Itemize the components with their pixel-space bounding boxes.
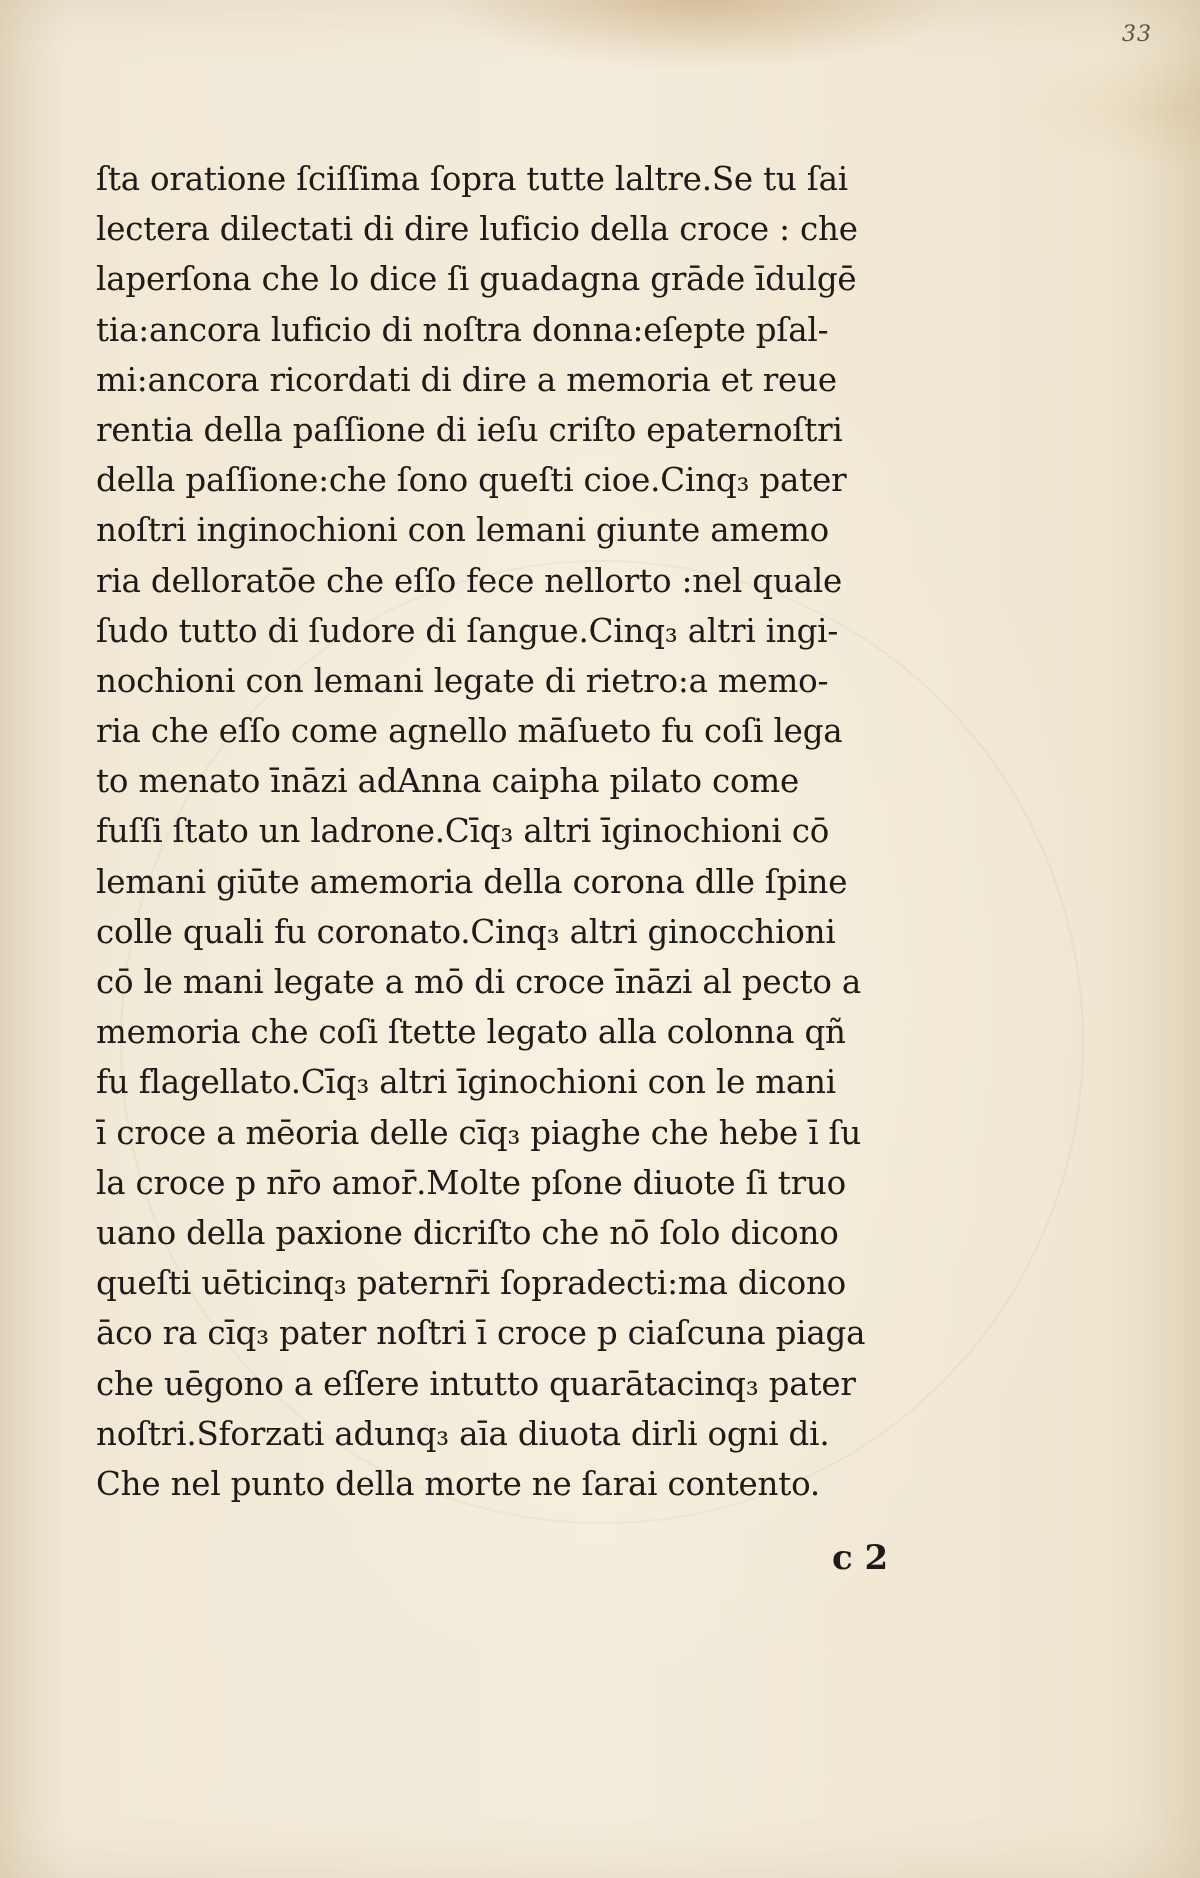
- text-line: ria delloratōe che eſſo fece nellorto :nel quale: [96, 561, 843, 600]
- text-line: Che nel punto della morte ne ſarai contento.: [96, 1464, 821, 1503]
- text-line: tia:ancora luficio di noſtra donna:eſepte pſal-: [96, 310, 829, 349]
- folio-number: 33: [1122, 22, 1152, 47]
- text-line: noſtri inginochioni con lemani giunte amemo: [96, 511, 830, 550]
- text-line: uano della paxione dicriſto che nō ſolo dicono: [96, 1213, 839, 1252]
- text-line: rentia della paſſione di ieſu criſto epaternoſtri: [96, 410, 843, 449]
- text-line: che uēgono a eſſere intutto quarātacinq₃ pater: [96, 1364, 856, 1403]
- text-line: laperſona che lo dice ſi guadagna grāde īdulgē: [96, 260, 857, 299]
- text-line: to menato īnāzi adAnna caipha pilato come: [96, 762, 800, 801]
- text-line: ſta oratione ſciſſima ſopra tutte laltre.Se tu ſai: [96, 160, 848, 198]
- text-line: colle quali fu coronato.Cinq₃ altri ginocchioni: [96, 912, 836, 951]
- text-line: ria che eſſo come agnello māſueto fu coſi lega: [96, 712, 843, 751]
- text-line: āco ra cīq₃ pater noſtri ī croce p ciaſcuna piaga: [96, 1314, 866, 1353]
- text-line: lectera dilectati di dire luficio della croce : che: [96, 210, 858, 249]
- text-line: memoria che coſi ſtette legato alla colonna qñ: [96, 1013, 846, 1052]
- text-line: fuſſi ſtato un ladrone.Cīq₃ altri īginochioni cō: [96, 812, 830, 851]
- text-line: noſtri.Sforzati adunq₃ aīa diuota dirli ogni di.: [96, 1414, 830, 1453]
- text-line: ſudo tutto di ſudore di ſangue.Cinq₃ altri ingi-: [96, 611, 839, 650]
- text-line: mi:ancora ricordati di dire a memoria et reue: [96, 360, 837, 399]
- text-line: ī croce a mēoria delle cīq₃ piaghe che hebe ī ſu: [96, 1113, 862, 1152]
- text-line: nochioni con lemani legate di rietro:a memo-: [96, 661, 829, 700]
- text-line: cō le mani legate a mō di croce īnāzi al pecto a: [96, 963, 861, 1001]
- text-line: fu flagellato.Cīq₃ altri īginochioni con le mani: [96, 1063, 836, 1102]
- text-line: lemani giūte amemoria della corona dlle ſpine: [96, 862, 848, 901]
- body-text: [96, 154, 896, 1509]
- text-line: la croce p nr̄o amor̄.Molte pſone diuote ſi truo: [96, 1163, 847, 1202]
- text-line: della paſſione:che ſono queſti cioe.Cinq₃ pater: [96, 461, 847, 500]
- gathering-signature: c 2: [832, 1538, 889, 1578]
- text-line: queſti uēticinq₃ paternr̄i ſopradecti:ma dicono: [96, 1264, 847, 1303]
